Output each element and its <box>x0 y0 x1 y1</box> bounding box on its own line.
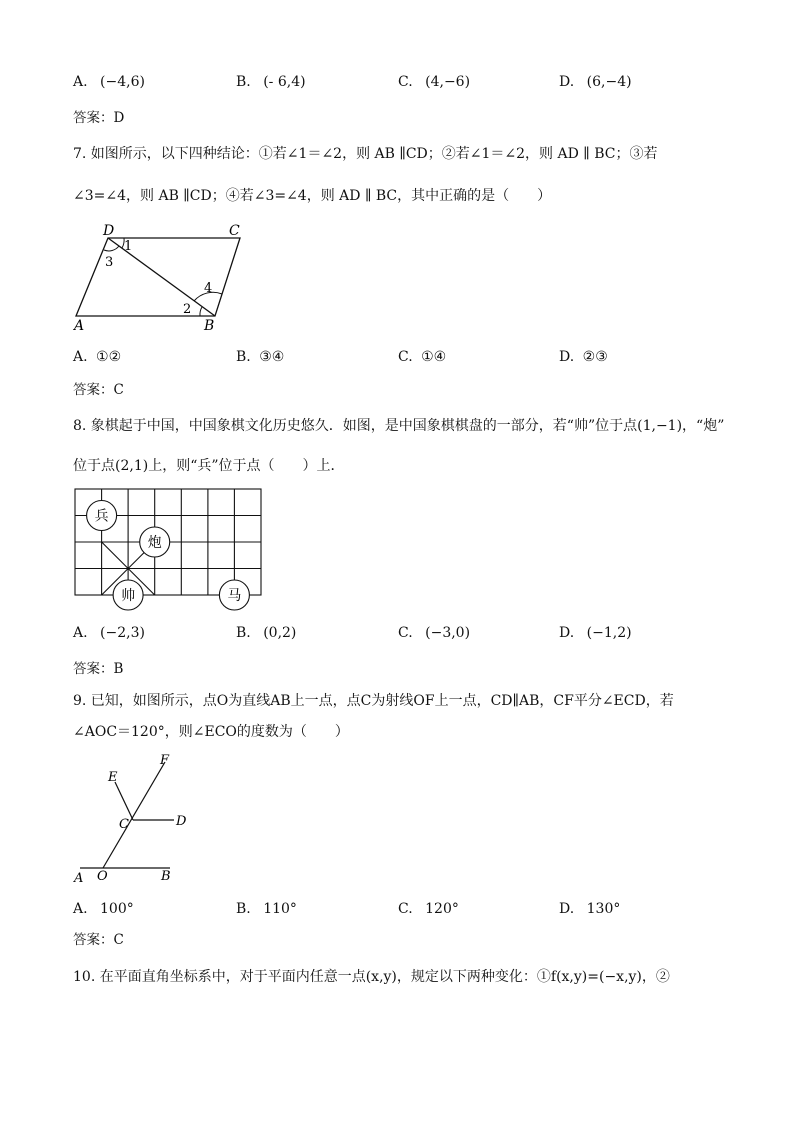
angle-arc-2 <box>200 307 202 316</box>
option-value: (0,2) <box>263 625 297 641</box>
q9-stem-line2: ∠AOC＝120°，则∠ECO的度数为（ ） <box>73 724 349 740</box>
option-value: (−4,6) <box>100 74 145 90</box>
q7-stem-line2: ∠3=∠4，则 AB ∥CD；④若∠3=∠4，则 AD ∥ BC，其中正确的是（ ） <box>73 188 552 204</box>
option-value: 120° <box>425 901 459 917</box>
option-letter: D. <box>559 74 575 90</box>
option-value: ③④ <box>259 349 285 365</box>
option-value: ①② <box>96 349 122 365</box>
q9-option-c <box>398 899 459 919</box>
option-letter: A. <box>73 349 88 365</box>
option-value: (−1,2) <box>586 625 632 641</box>
option-value: ①④ <box>421 349 447 365</box>
q6-option-a <box>73 72 145 92</box>
parallelogram-outline <box>76 238 240 316</box>
label-D: D <box>176 814 187 829</box>
q8-answer: 答案：B <box>73 661 124 677</box>
q9-answer: 答案：C <box>73 932 124 948</box>
label-A: A <box>74 318 85 334</box>
option-letter: B. <box>236 625 251 641</box>
q9-stem-line1: 9. 已知，如图所示，点O为直线AB上一点，点C为射线OF上一点，CD∥AB，CF平分∠ECD，若 <box>73 693 674 709</box>
piece-bing-label: 兵 <box>94 508 109 525</box>
label-angle-4: 4 <box>204 281 213 296</box>
label-D: D <box>103 223 115 239</box>
piece-pao <box>140 527 170 557</box>
q9-option-b <box>236 899 297 919</box>
option-value: (−3,0) <box>425 625 471 641</box>
label-A: A <box>74 871 84 885</box>
option-letter: C. <box>398 74 413 90</box>
option-value: 130° <box>586 901 621 917</box>
q7-answer: 答案：C <box>73 382 124 398</box>
label-F: F <box>160 753 170 768</box>
q6-answer: 答案：D <box>73 110 125 126</box>
label-B: B <box>204 318 215 334</box>
piece-ma-label: 马 <box>227 588 242 604</box>
label-angle-2: 2 <box>183 302 192 317</box>
option-letter: D. <box>559 901 575 917</box>
q8-option-c <box>398 623 470 643</box>
angle-arc-3 <box>104 246 119 251</box>
q9-angle-figure <box>70 750 210 885</box>
piece-ma <box>219 580 249 610</box>
label-angle-1: 1 <box>124 239 133 254</box>
label-C: C <box>229 223 240 239</box>
option-letter: A. <box>73 625 88 641</box>
q8-stem-line2: 位于点(2,1)上，则“兵”位于点（ ）上． <box>73 458 345 474</box>
option-letter: B. <box>236 349 251 365</box>
q7-option-b <box>236 347 284 367</box>
option-value: (4,−6) <box>425 74 471 90</box>
option-letter: C. <box>398 901 413 917</box>
q7-parallelogram-figure <box>70 220 250 335</box>
q6-option-c <box>398 72 470 92</box>
label-O: O <box>97 869 108 884</box>
option-value: (−2,3) <box>100 625 145 641</box>
q9-option-a <box>73 899 134 919</box>
q8-option-d <box>559 623 632 643</box>
q8-option-a <box>73 623 145 643</box>
option-letter: B. <box>236 901 251 917</box>
option-value: (6,−4) <box>586 74 632 90</box>
option-letter: C. <box>398 625 413 641</box>
option-letter: D. <box>559 625 575 641</box>
q9-option-d <box>559 899 620 919</box>
option-value: 110° <box>263 901 297 917</box>
option-letter: A. <box>73 74 88 90</box>
q7-option-a <box>73 347 121 367</box>
option-value: ②③ <box>582 349 608 365</box>
piece-bing <box>87 501 117 531</box>
option-letter: A. <box>73 901 88 917</box>
option-letter: C. <box>398 349 413 365</box>
option-value: 100° <box>100 901 134 917</box>
piece-shuai <box>113 580 143 610</box>
q6-option-b <box>236 72 306 92</box>
piece-shuai-label: 帅 <box>121 588 136 604</box>
label-B: B <box>161 869 171 884</box>
q8-option-b <box>236 623 296 643</box>
piece-pao-label: 炮 <box>147 535 162 551</box>
option-value: (- 6,4) <box>263 74 306 90</box>
label-E: E <box>108 770 118 785</box>
q7-option-c <box>398 347 446 367</box>
option-letter: B. <box>236 74 251 90</box>
ray-ce <box>115 782 133 820</box>
q7-option-d <box>559 347 608 367</box>
q8-chessboard-figure <box>70 484 270 614</box>
q8-stem-line1: 8. 象棋起于中国，中国象棋文化历史悠久．如图，是中国象棋棋盘的一部分，若“帅”位于点(1,−1)，“炮” <box>73 418 725 434</box>
option-letter: D. <box>559 349 575 365</box>
q7-stem-line1: 7. 如图所示，以下四种结论：①若∠1＝∠2，则 AB ∥CD；②若∠1＝∠2，则 AD ∥ BC；③若 <box>73 146 658 162</box>
label-angle-3: 3 <box>105 255 114 270</box>
label-C: C <box>119 817 129 832</box>
q6-option-d <box>559 72 632 92</box>
q10-stem-line1: 10. 在平面直角坐标系中，对于平面内任意一点(x,y)，规定以下两种变化：①f(x,y)=(−x,y)，② <box>73 969 670 985</box>
